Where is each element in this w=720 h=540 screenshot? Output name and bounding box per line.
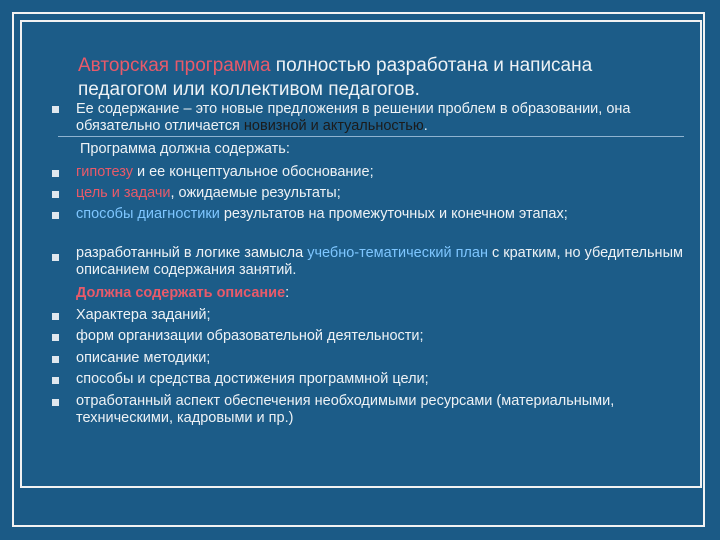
list-item: способы и средства достижения программной цели; — [76, 371, 429, 387]
bullet-marker — [52, 334, 59, 341]
list-item — [76, 245, 686, 279]
item-highlight: цель и задачи — [76, 185, 171, 201]
item-text: Ее содержание – это новые предложения в решении проблем в образовании, она обязательно отличается — [76, 101, 631, 134]
bullet-marker — [52, 313, 59, 320]
list-item: форм организации образовательной деятельности; — [76, 328, 424, 344]
item-text: и ее концептуальное обоснование; — [132, 164, 374, 180]
item-highlight: Должна содержать описание — [76, 285, 286, 301]
item-highlight: гипотезу — [76, 164, 133, 180]
list-item — [76, 164, 686, 181]
list-heading — [76, 285, 686, 302]
bullet-marker — [52, 356, 59, 363]
list-item — [76, 185, 686, 202]
list-item: Характера заданий; — [76, 307, 211, 323]
item-highlight: способы диагностики — [76, 206, 220, 222]
title-rest: полностью разработана и написана педагогом или коллективом педагогов. — [78, 55, 593, 100]
item-highlight: учебно-тематический план — [307, 245, 488, 261]
bullet-marker — [52, 106, 59, 113]
item-text: : — [285, 285, 290, 301]
list-item: описание методики; — [76, 350, 211, 366]
bullet-marker — [52, 212, 59, 219]
bullet-marker — [52, 399, 59, 406]
title-highlight: Авторская программа — [78, 55, 271, 76]
item-text: результатов на промежуточных и конечном этапах; — [219, 206, 568, 222]
list-item — [76, 206, 686, 223]
item-text: , ожидаемые результаты; — [170, 185, 341, 201]
bullet-marker — [52, 191, 59, 198]
bullet-marker — [52, 170, 59, 177]
list-item: отработанный аспект обеспечения необходимыми ресурсами (материальными, техническими, кадровыми и пр.) — [76, 393, 615, 426]
item-text: разработанный в логике замысла — [76, 245, 308, 261]
list-item — [76, 101, 686, 135]
bullet-marker — [52, 254, 59, 261]
item-text-end: с кратким, но убедительным описанием содержания занятий. — [76, 245, 683, 278]
bullet-marker — [52, 377, 59, 384]
item-text-end: . — [423, 118, 428, 134]
item-highlight: новизной и актуальностью — [243, 118, 424, 134]
list-heading: Программа должна содержать: — [80, 141, 290, 157]
